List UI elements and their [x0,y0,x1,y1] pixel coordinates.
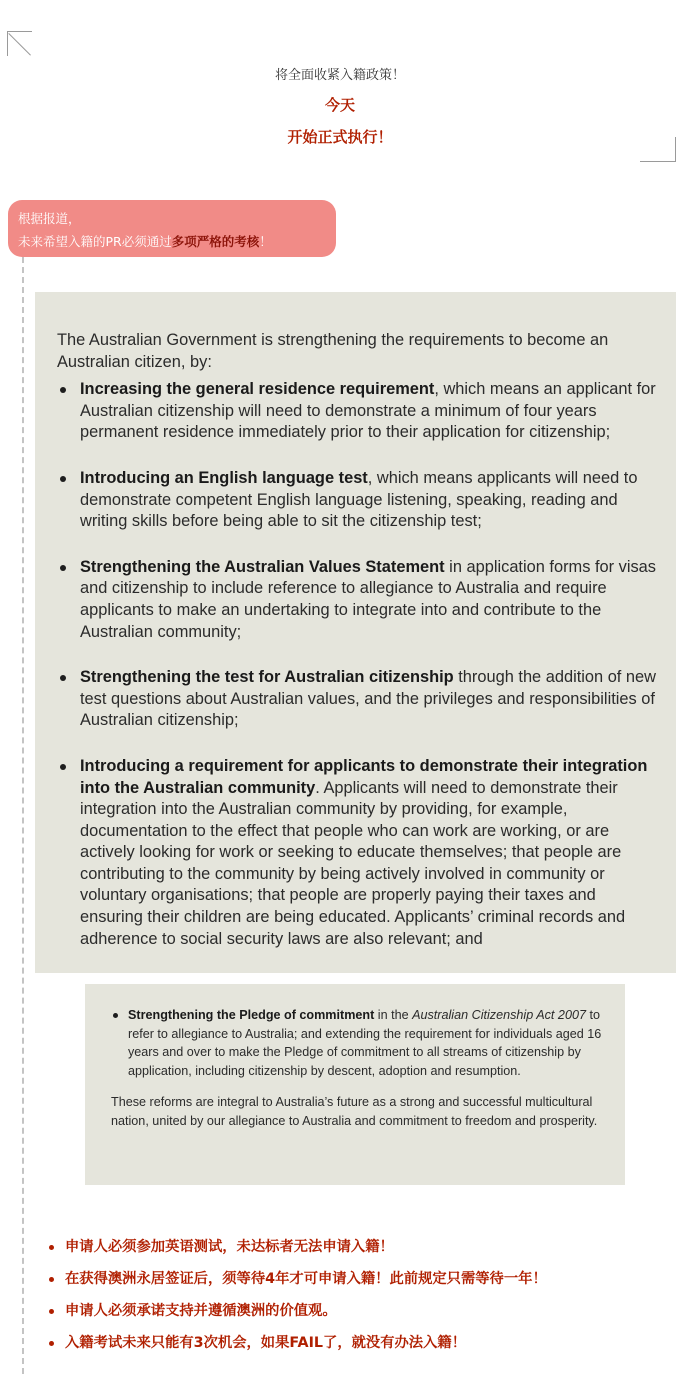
timeline-dashed-line [22,257,24,1374]
corner-decoration-bottom-right [640,137,676,162]
requirement-title: Introducing a requirement for applicants to demonstrate their integration into the Australian community [80,756,648,797]
bubble-line-2 [18,230,336,253]
summary-item: 申请人必须承诺支持并遵循澳洲的价值观。 [48,1300,668,1332]
today-heading: 今天 [324,96,355,114]
summary-item: 在获得澳洲永居签证后，须等待4年才可申请入籍！此前规定只需等待一年！ [48,1268,668,1300]
requirement-text: in the [374,1008,413,1022]
act-title: Australian Citizenship Act 2007 [412,1008,586,1022]
requirement-title: Strengthening the Australian Values Statement [80,557,445,576]
bubble-text: 未来希望入籍的PR必须通过 [18,234,172,249]
summary-item: 申请人必须参加英语测试，未达标者无法申请入籍！ [48,1236,668,1268]
summary-item: 入籍考试未来只能有3次机会，如果FAIL了，就没有办法入籍！ [48,1332,668,1364]
report-bubble [8,200,336,257]
requirement-item [111,1006,605,1080]
requirement-item [57,379,656,444]
requirement-text: , which means applicants will need to demonstrate competent English language listening, speaking, reading and writing skills before being able to sit the citizenship test; [80,468,638,531]
requirement-text: in application forms for visas and citizenship to include reference to allegiance to Australia and require applicants to make an undertaking to integrate into and contribute to the Australian community; [80,557,656,641]
bubble-suffix: ！ [259,234,272,249]
requirements-list [57,379,656,950]
requirement-text: , which means an applicant for Australian citizenship will need to demonstrate a minimum of four years permanent residence immediately prior to their application for citizenship; [80,380,656,442]
document-closing: These reforms are integral to Australia’s future as a strong and successful multicultural nation, united by our allegiance to Australia and commitment to freedom and prosperity. [111,1095,598,1128]
requirement-title: Introducing an English language test [80,468,368,487]
requirement-item [57,756,656,950]
bubble-highlight: 多项严格的考核 [171,234,260,249]
requirement-item [57,667,656,732]
requirements-list-continued [111,1006,605,1080]
requirement-title: Increasing the general residence requirement [80,380,435,399]
requirement-text: to refer to allegiance to Australia; and extending the requirement for individuals aged 16 years and over to make the Pledge of commitment to all streams of citizenship by application, including citizenship by descent, adoption and resumption. [128,1008,602,1078]
requirement-item [57,468,656,533]
requirement-item [57,557,656,643]
corner-decoration-top-left [7,31,32,56]
requirement-title: Strengthening the test for Australian citizenship [80,668,454,687]
requirement-text: . Applicants will need to demonstrate their integration into the Australian community by providing, for example, documentation to the effect that people who can work are working, or are actively looking for work or seeking to educate themselves; that people are contributing to the community by being actively involved in community or voluntary organisations; that people are properly paying their taxes and ensuring their children are being educated. Applicants’ criminal records and adherence to social security laws are also relevant; and [80,778,626,948]
intro-line: 将全面收紧入籍政策！ [274,68,405,83]
document-scan-continued [85,984,625,1185]
requirement-text: through the addition of new test questions about Australian values, and the privileges and responsibilities of Australian citizenship; [80,668,656,730]
summary-list [48,1236,668,1364]
document-lead: The Australian Government is strengthening the requirements to become an Australian citizen, by: [57,331,609,371]
execution-heading: 开始正式执行！ [287,128,393,146]
requirement-title: Strengthening the Pledge of commitment [128,1008,375,1022]
bubble-line-1: 根据报道， [18,211,81,226]
document-scan [35,292,676,973]
